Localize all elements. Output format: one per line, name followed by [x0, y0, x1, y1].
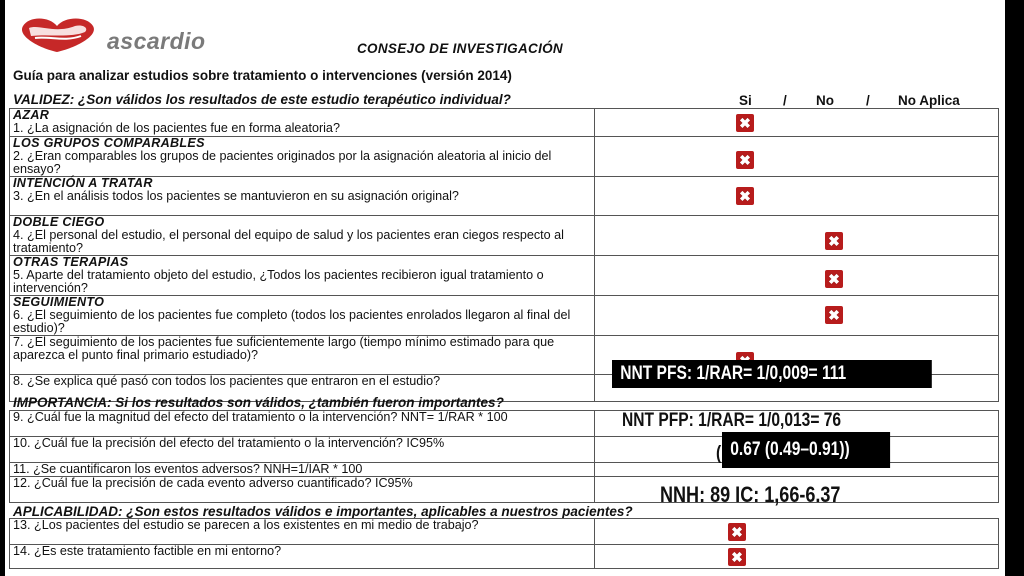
check-mark-icon: [736, 114, 754, 132]
question-text: 2. ¿Eran comparables los grupos de pacientes originados por la asignación aleatoria al inicio del ensayo?: [13, 149, 552, 176]
question-text: 14. ¿Es este tratamiento factible en mi entorno?: [13, 544, 282, 558]
answer-cell[interactable]: [595, 109, 999, 137]
check-mark-icon: [825, 306, 843, 324]
importance-heading: IMPORTANCIA: Si los resultados son válidos, ¿también fueron importantes?: [13, 395, 504, 410]
answer-cell[interactable]: [595, 256, 999, 296]
question-text: 11. ¿Se cuantificaron los eventos adversos? NNH=1/IAR * 100: [13, 462, 363, 476]
col-no-aplica: No Aplica: [898, 93, 960, 108]
question-text: 5. Aparte del tratamiento objeto del estudio, ¿Todos los pacientes recibieron igual tratamiento o intervención?: [13, 268, 544, 295]
validity-table: [9, 108, 999, 402]
question-text: 1. ¿La asignación de los pacientes fue en forma aleatoria?: [13, 121, 340, 135]
section-label: DOBLE CIEGO: [13, 215, 105, 229]
question-text: 6. ¿El seguimiento de los pacientes fue completo (todos los pacientes enrolados llegaron al final del estudio)?: [13, 308, 571, 335]
guide-title: Guía para analizar estudios sobre tratamiento o intervenciones (versión 2014): [13, 68, 512, 83]
council-title: CONSEJO DE INVESTIGACIÓN: [357, 41, 563, 56]
answer-cell[interactable]: [595, 519, 999, 545]
col-no: No: [816, 93, 834, 108]
check-mark-icon: [825, 232, 843, 250]
answer-cell[interactable]: [595, 137, 999, 177]
question-text: 13. ¿Los pacientes del estudio se parecen a los existentes en mi medio de trabajo?: [13, 518, 479, 532]
question-text: 7. ¿El seguimiento de los pacientes fue suficientemente largo (tiempo mínimo estimado para que aparezca el punto final primario estudiado)?: [13, 335, 555, 362]
table-row: [10, 177, 999, 216]
answer-cell[interactable]: [595, 177, 999, 216]
table-row: [10, 477, 999, 503]
brand-name: ascardio: [107, 28, 206, 54]
nnh-callout: NNH: 89 IC: 1,66-6.37: [660, 482, 841, 507]
table-row: [10, 519, 999, 545]
form-page: [5, 0, 1005, 576]
check-mark-icon: [728, 523, 746, 541]
table-row: [10, 137, 999, 177]
table-row: [10, 296, 999, 336]
question-text: 12. ¿Cuál fue la precisión de cada evento adverso cuantificado? IC95%: [13, 476, 413, 490]
applicability-table: [9, 518, 999, 569]
check-mark-icon: [736, 187, 754, 205]
section-label: AZAR: [13, 108, 50, 122]
question-text: 4. ¿El personal del estudio, el personal del equipo de salud y los pacientes eran ciegos respecto al tratamiento?: [13, 228, 564, 255]
question-text: 10. ¿Cuál fue la precisión del efecto del tratamiento o la intervención? IC95%: [13, 436, 445, 450]
ci-callout: 0.67 (0.49–0.91)): [722, 432, 890, 468]
question-text: 8. ¿Se explica qué pasó con todos los pacientes que entraron en el estudio?: [13, 374, 441, 388]
nnt-pfp-callout: NNT PFP: 1/RAR= 1/0,013= 76: [622, 410, 842, 431]
nnt-pfs-callout: NNT PFS: 1/RAR= 1/0,009= 111: [612, 360, 932, 388]
section-label: SEGUIMIENTO: [13, 295, 105, 309]
answer-cell[interactable]: [595, 216, 999, 256]
heart-logo-icon: [15, 14, 101, 54]
question-text: 9. ¿Cuál fue la magnitud del efecto del tratamiento o la intervención? NNT= 1/RAR * 100: [13, 410, 508, 424]
section-label: OTRAS TERAPIAS: [13, 255, 129, 269]
col-sep-1: /: [783, 93, 787, 108]
section-label: LOS GRUPOS COMPARABLES: [13, 136, 205, 150]
col-si: Si: [739, 93, 752, 108]
check-mark-icon: [728, 548, 746, 566]
col-sep-2: /: [866, 93, 870, 108]
ascardio-logo: [15, 14, 265, 58]
section-label: INTENCIÓN A TRATAR: [13, 176, 153, 190]
check-mark-icon: [736, 151, 754, 169]
ci-open-paren: (: [716, 443, 722, 464]
applicability-heading: APLICABILIDAD: ¿Son estos resultados válidos e importantes, aplicables a nuestros pacientes?: [13, 504, 633, 519]
table-row: [10, 216, 999, 256]
validity-heading: VALIDEZ: ¿Son válidos los resultados de este estudio terapéutico individual?: [13, 92, 511, 107]
table-row: [10, 545, 999, 569]
check-mark-icon: [825, 270, 843, 288]
question-text: 3. ¿En el análisis todos los pacientes se mantuvieron en su asignación original?: [13, 189, 459, 203]
table-row: [10, 256, 999, 296]
answer-cell[interactable]: [595, 545, 999, 569]
answer-cell[interactable]: [595, 296, 999, 336]
table-row: [10, 109, 999, 137]
